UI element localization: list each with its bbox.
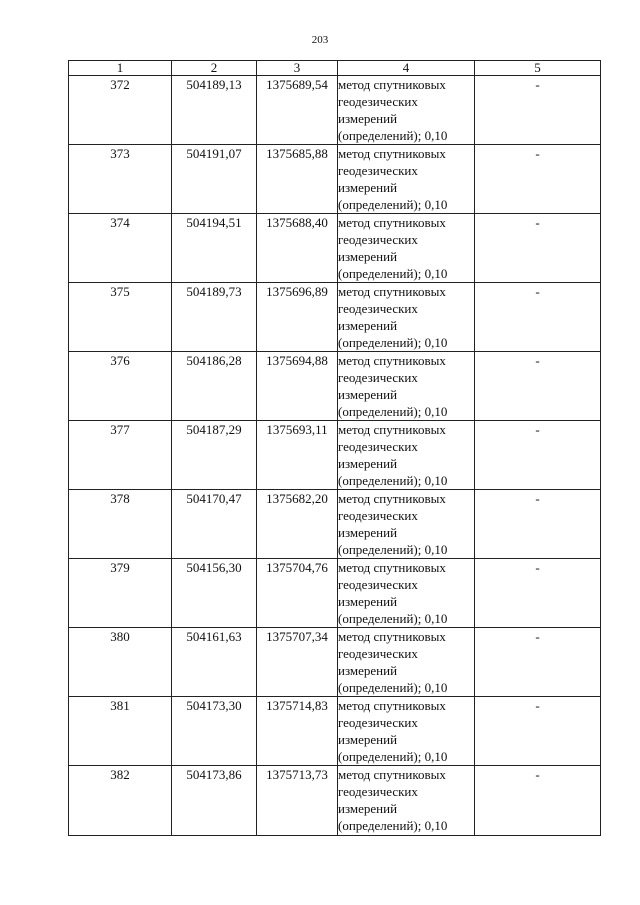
y-coordinate: 1375689,54	[257, 76, 338, 145]
method-description	[338, 214, 475, 283]
method-line: метод спутниковых	[338, 353, 446, 368]
method-line: (определений); 0,10	[338, 404, 448, 419]
table-row	[69, 766, 601, 836]
method-line: измерений	[338, 801, 398, 816]
table-row	[69, 628, 601, 697]
method-line: геодезических	[338, 232, 418, 247]
point-number: 374	[69, 214, 172, 283]
table-row	[69, 145, 601, 214]
method-line: (определений); 0,10	[338, 680, 448, 695]
point-number: 380	[69, 628, 172, 697]
note-cell: -	[475, 559, 601, 628]
note-cell: -	[475, 697, 601, 766]
header-col-2: 2	[172, 61, 257, 76]
y-coordinate: 1375704,76	[257, 559, 338, 628]
method-description	[338, 283, 475, 352]
method-line: (определений); 0,10	[338, 818, 448, 833]
method-line: метод спутниковых	[338, 491, 446, 506]
table-row	[69, 352, 601, 421]
note-cell: -	[475, 145, 601, 214]
x-coordinate: 504194,51	[172, 214, 257, 283]
x-coordinate: 504187,29	[172, 421, 257, 490]
method-line: геодезических	[338, 784, 418, 799]
note-cell: -	[475, 214, 601, 283]
header-row	[69, 61, 601, 76]
table-row	[69, 76, 601, 145]
method-line: измерений	[338, 525, 398, 540]
y-coordinate: 1375693,11	[257, 421, 338, 490]
method-line: геодезических	[338, 715, 418, 730]
y-coordinate: 1375713,73	[257, 766, 338, 836]
method-line: геодезических	[338, 94, 418, 109]
method-description	[338, 352, 475, 421]
x-coordinate: 504191,07	[172, 145, 257, 214]
method-line: геодезических	[338, 370, 418, 385]
table-row	[69, 697, 601, 766]
method-line: (определений); 0,10	[338, 128, 448, 143]
y-coordinate: 1375696,89	[257, 283, 338, 352]
y-coordinate: 1375714,83	[257, 697, 338, 766]
table-row	[69, 490, 601, 559]
method-description	[338, 421, 475, 490]
method-line: геодезических	[338, 301, 418, 316]
point-number: 375	[69, 283, 172, 352]
x-coordinate: 504189,73	[172, 283, 257, 352]
method-line: измерений	[338, 732, 398, 747]
method-description	[338, 628, 475, 697]
note-cell: -	[475, 766, 601, 836]
method-line: метод спутниковых	[338, 560, 446, 575]
x-coordinate: 504156,30	[172, 559, 257, 628]
method-description	[338, 766, 475, 836]
method-line: измерений	[338, 111, 398, 126]
method-line: измерений	[338, 387, 398, 402]
method-description	[338, 697, 475, 766]
point-number: 372	[69, 76, 172, 145]
table-row	[69, 283, 601, 352]
x-coordinate: 504173,30	[172, 697, 257, 766]
point-number: 379	[69, 559, 172, 628]
method-line: (определений); 0,10	[338, 197, 448, 212]
point-number: 378	[69, 490, 172, 559]
y-coordinate: 1375688,40	[257, 214, 338, 283]
method-line: измерений	[338, 180, 398, 195]
point-number: 373	[69, 145, 172, 214]
y-coordinate: 1375682,20	[257, 490, 338, 559]
note-cell: -	[475, 490, 601, 559]
method-line: (определений); 0,10	[338, 542, 448, 557]
y-coordinate: 1375685,88	[257, 145, 338, 214]
method-line: измерений	[338, 456, 398, 471]
coordinates-table	[68, 60, 601, 836]
method-description	[338, 490, 475, 559]
note-cell: -	[475, 352, 601, 421]
y-coordinate: 1375707,34	[257, 628, 338, 697]
method-line: (определений); 0,10	[338, 611, 448, 626]
method-line: геодезических	[338, 646, 418, 661]
method-line: (определений); 0,10	[338, 266, 448, 281]
x-coordinate: 504186,28	[172, 352, 257, 421]
table-row	[69, 421, 601, 490]
method-line: геодезических	[338, 577, 418, 592]
x-coordinate: 504161,63	[172, 628, 257, 697]
method-line: геодезических	[338, 439, 418, 454]
note-cell: -	[475, 628, 601, 697]
method-line: метод спутниковых	[338, 698, 446, 713]
method-description	[338, 559, 475, 628]
header-col-5: 5	[475, 61, 601, 76]
y-coordinate: 1375694,88	[257, 352, 338, 421]
method-line: измерений	[338, 318, 398, 333]
method-line: метод спутниковых	[338, 422, 446, 437]
point-number: 381	[69, 697, 172, 766]
method-line: метод спутниковых	[338, 767, 446, 782]
method-line: метод спутниковых	[338, 215, 446, 230]
method-line: (определений); 0,10	[338, 749, 448, 764]
method-description	[338, 76, 475, 145]
x-coordinate: 504170,47	[172, 490, 257, 559]
method-line: измерений	[338, 663, 398, 678]
method-description	[338, 145, 475, 214]
point-number: 382	[69, 766, 172, 836]
method-line: метод спутниковых	[338, 284, 446, 299]
header-col-3: 3	[257, 61, 338, 76]
note-cell: -	[475, 421, 601, 490]
x-coordinate: 504189,13	[172, 76, 257, 145]
method-line: измерений	[338, 594, 398, 609]
method-line: (определений); 0,10	[338, 335, 448, 350]
method-line: геодезических	[338, 163, 418, 178]
header-col-1: 1	[69, 61, 172, 76]
method-line: метод спутниковых	[338, 146, 446, 161]
note-cell: -	[475, 283, 601, 352]
point-number: 376	[69, 352, 172, 421]
note-cell: -	[475, 76, 601, 145]
x-coordinate: 504173,86	[172, 766, 257, 836]
table-row	[69, 559, 601, 628]
method-line: метод спутниковых	[338, 629, 446, 644]
table-row	[69, 214, 601, 283]
method-line: (определений); 0,10	[338, 473, 448, 488]
point-number: 377	[69, 421, 172, 490]
page-number: 203	[311, 34, 329, 46]
method-line: измерений	[338, 249, 398, 264]
method-line: метод спутниковых	[338, 77, 446, 92]
method-line: геодезических	[338, 508, 418, 523]
header-col-4: 4	[338, 61, 475, 76]
